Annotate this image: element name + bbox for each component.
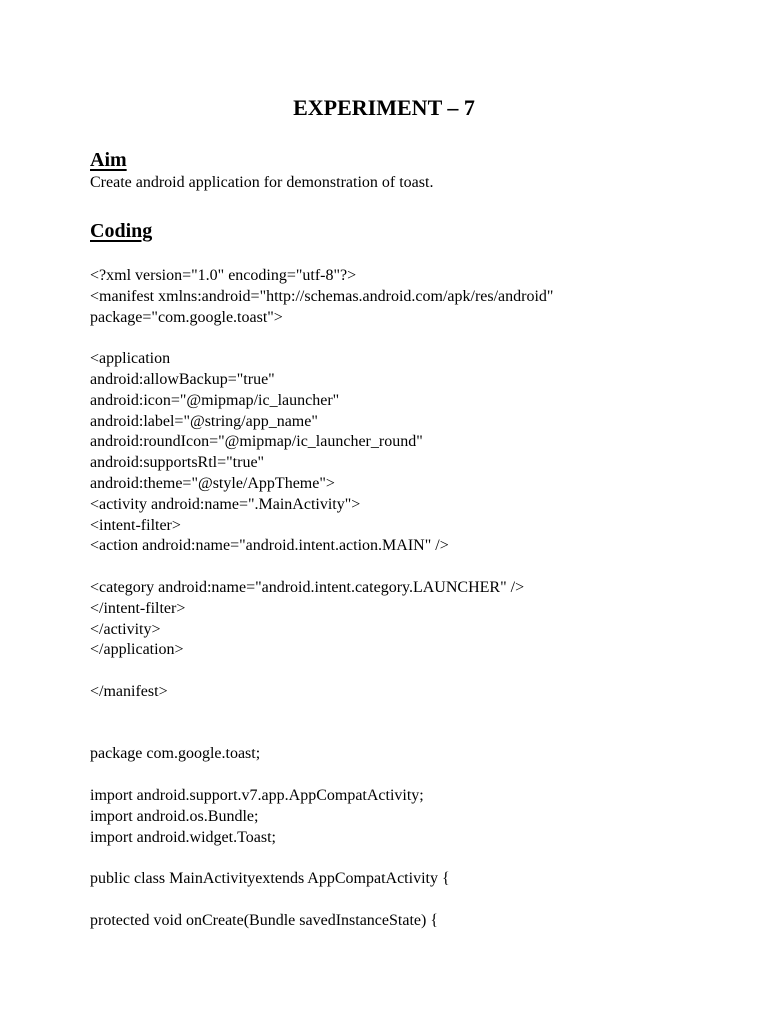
code-line (90, 724, 730, 745)
code-line: android:label="@string/app_name" (90, 412, 318, 430)
code-line: protected void onCreate(Bundle savedInstanceState) { (90, 911, 438, 929)
code-line: import android.os.Bundle; (90, 807, 259, 825)
code-line: public class MainActivityextends AppCompatActivity { (90, 870, 450, 888)
code-line: android:icon="@mipmap/ic_launcher" (90, 391, 340, 409)
code-line: package com.google.toast; (90, 745, 261, 763)
code-line: <category android:name="android.intent.category.LAUNCHER" /> (90, 578, 525, 596)
code-line: </intent-filter> (90, 599, 186, 617)
code-line: import android.support.v7.app.AppCompatActivity; (90, 786, 424, 804)
code-line (90, 661, 730, 682)
code-line: </activity> (90, 620, 161, 638)
code-line: <?xml version="1.0" encoding="utf-8"?> (90, 267, 357, 284)
code-block (90, 266, 730, 932)
code-line (90, 328, 730, 349)
code-line (90, 703, 730, 724)
code-line (90, 765, 730, 786)
code-line: import android.widget.Toast; (90, 828, 276, 846)
code-line: </manifest> (90, 682, 168, 700)
code-line (90, 848, 730, 869)
code-line: android:theme="@style/AppTheme"> (90, 474, 335, 492)
code-line: android:supportsRtl="true" (90, 454, 265, 472)
code-line: <manifest xmlns:android="http://schemas.android.com/apk/res/android" (90, 287, 554, 305)
aim-text: Create android application for demonstration of toast. (90, 174, 434, 191)
code-line: package="com.google.toast"> (90, 308, 283, 326)
code-line: android:roundIcon="@mipmap/ic_launcher_round" (90, 433, 423, 451)
code-line (90, 557, 730, 578)
code-line: <action android:name="android.intent.action.MAIN" /> (90, 537, 449, 555)
code-line: </application> (90, 641, 184, 659)
code-line: <application (90, 350, 171, 368)
aim-heading: Aim (90, 149, 127, 171)
coding-heading: Coding (90, 220, 153, 242)
code-line: <intent-filter> (90, 516, 181, 534)
code-line: android:allowBackup="true" (90, 370, 275, 388)
code-line: <activity android:name=".MainActivity"> (90, 495, 361, 513)
code-line (90, 890, 730, 911)
page-title: EXPERIMENT – 7 (293, 95, 475, 120)
